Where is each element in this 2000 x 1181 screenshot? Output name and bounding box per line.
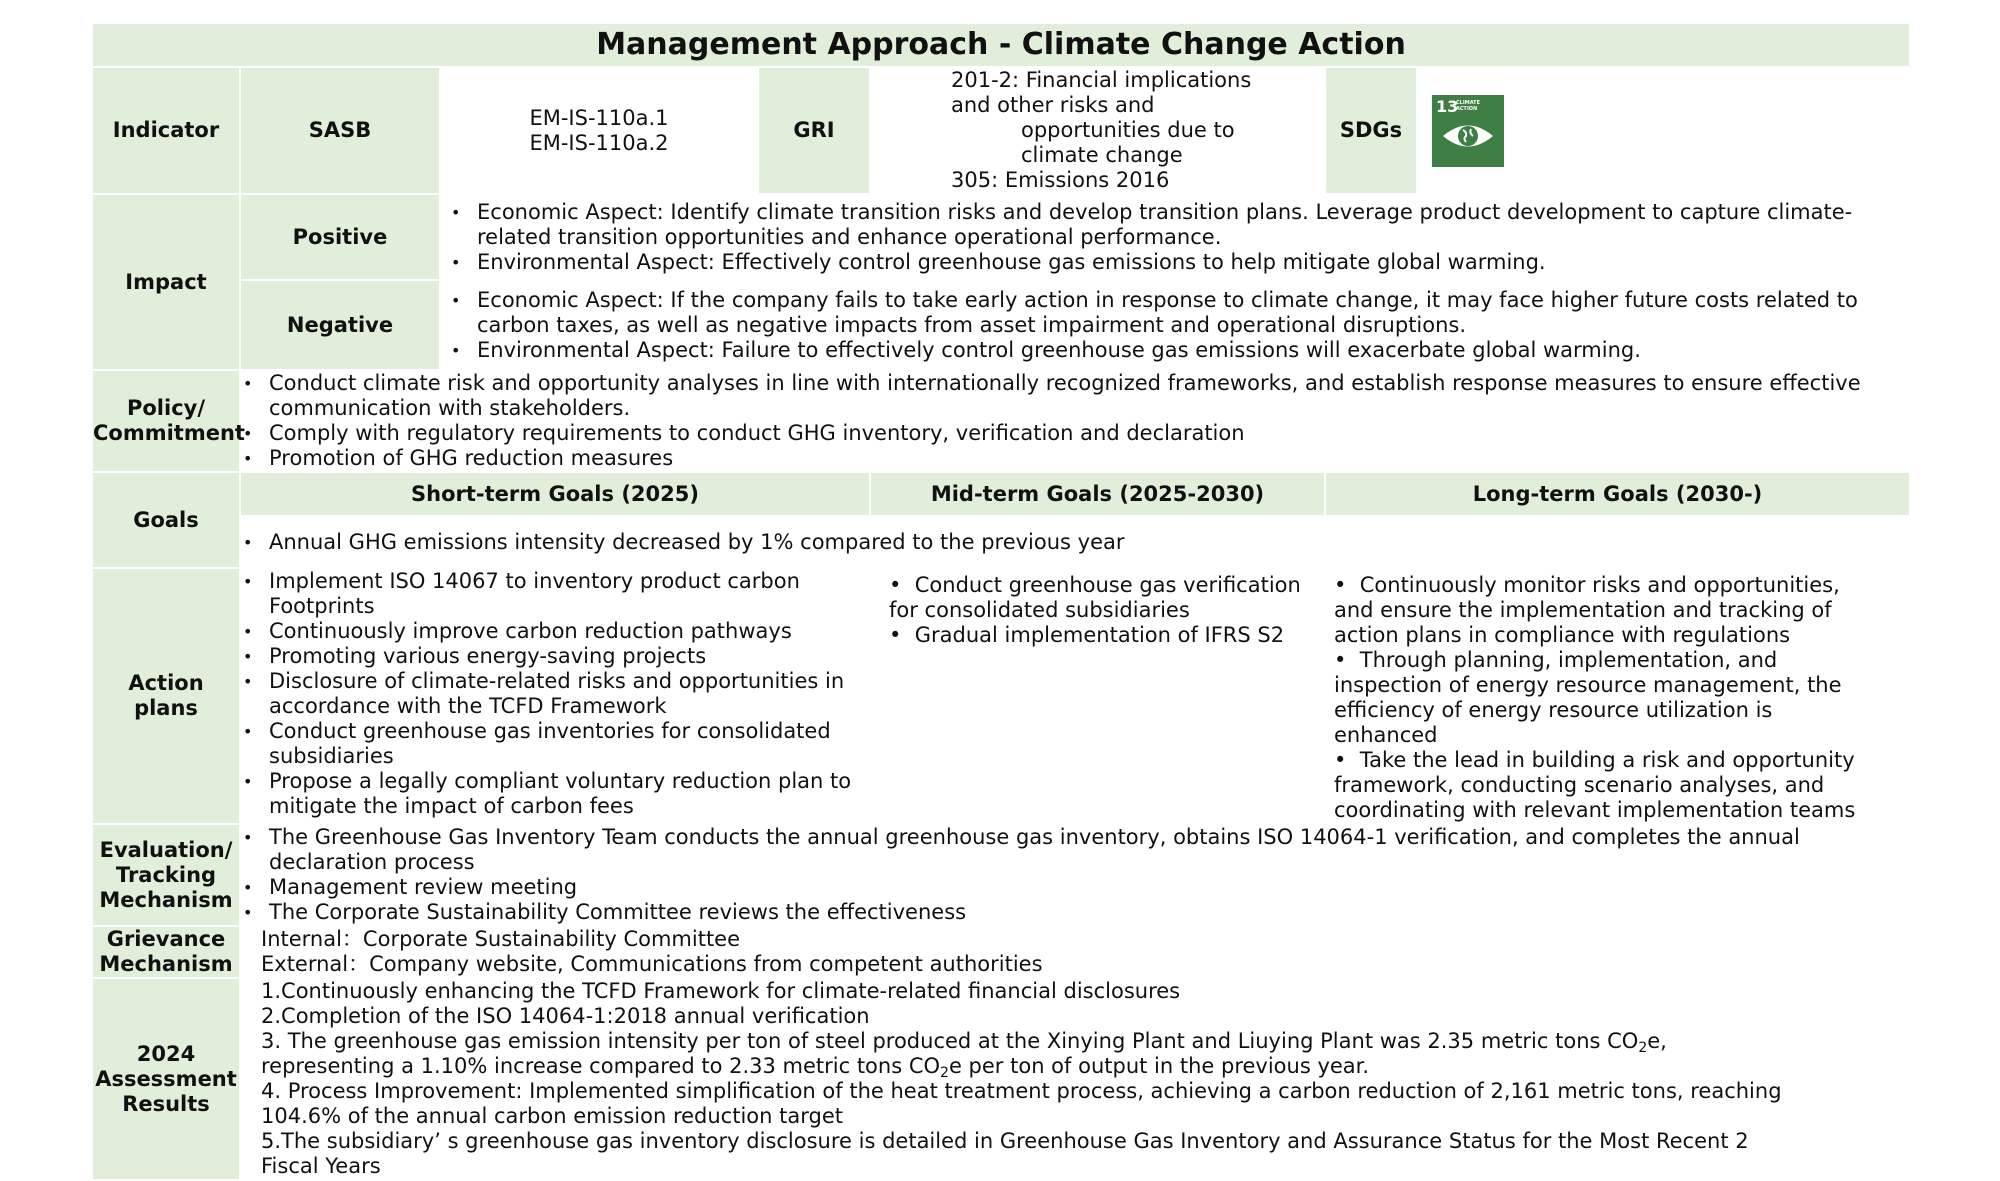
evaluation-label: Evaluation/ Tracking Mechanism xyxy=(92,824,240,926)
sdg-cell xyxy=(1417,67,1910,194)
sdg-13-climate-action-icon xyxy=(1432,95,1504,167)
short-term-goals-header: Short-term Goals (2025) xyxy=(240,472,870,516)
list-item: • Disclosure of climate-related risks and opportunities in accordance with the TCFD Framework xyxy=(241,669,869,719)
list-item: • Comply with regulatory requirements to conduct GHG inventory, verification and declaration xyxy=(241,421,1909,446)
sasb-value: EM-IS-110a.1 xyxy=(529,105,669,130)
page-title: Management Approach - Climate Change Action xyxy=(92,23,1910,67)
action-plans-short xyxy=(240,568,870,824)
sdg-number: 13 xyxy=(1436,96,1459,116)
impact-label: Impact xyxy=(92,194,240,370)
results-content xyxy=(240,978,1910,1180)
grievance-internal: Internal：Corporate Sustainability Committee xyxy=(261,927,741,951)
results-label: 2024 Assessment Results xyxy=(92,978,240,1180)
action-plans-long xyxy=(1325,568,1910,824)
list-item: • Annual GHG emissions intensity decreased by 1% compared to the previous year xyxy=(241,530,1909,555)
list-item: • Economic Aspect: Identify climate transition risks and develop transition plans. Leverage product development to capture climate-related transition opportunities and enhance operational performance. xyxy=(449,200,1905,250)
sdgs-label: SDGs xyxy=(1325,67,1417,194)
negative-label: Negative xyxy=(240,280,440,370)
management-approach-table xyxy=(91,22,1909,1181)
indicator-label: Indicator xyxy=(92,67,240,194)
list-item: • Promotion of GHG reduction measures xyxy=(241,446,1909,471)
result-item: 2.Completion of the ISO 14064-1:2018 annual verification xyxy=(261,1004,870,1028)
result-item: 1.Continuously enhancing the TCFD Framework for climate-related financial disclosures xyxy=(261,979,1181,1003)
eye-globe-icon xyxy=(1441,119,1495,153)
grievance-external: External：Company website, Communications from competent authorities xyxy=(261,952,1043,976)
list-item: • Implement ISO 14067 to inventory product carbon Footprints xyxy=(241,569,869,619)
gri-label: GRI xyxy=(758,67,870,194)
list-item: • Conduct greenhouse gas verification for consolidated subsidiaries xyxy=(879,573,1316,623)
list-item: • Take the lead in building a risk and opportunity framework, conducting scenario analyses, and coordinating with relevant implementation teams xyxy=(1334,748,1869,823)
grievance-label: Grievance Mechanism xyxy=(92,926,240,978)
list-item: • Environmental Aspect: Failure to effectively control greenhouse gas emissions will exacerbate global warming. xyxy=(449,338,1905,363)
sdg-text: CLIMATE ACTION xyxy=(1456,99,1480,112)
list-item: • Continuously monitor risks and opportunities, and ensure the implementation and tracking of action plans in compliance with regulations xyxy=(1334,573,1869,648)
list-item: • The Corporate Sustainability Committee reviews the effectiveness xyxy=(241,900,1909,925)
action-plans-mid xyxy=(870,568,1325,824)
result-item: 4. Process Improvement: Implemented simplification of the heat treatment process, achieving a carbon reduction of 2,161 metric tons, reaching 104.6% of the annual carbon emission reduction target xyxy=(261,1079,1782,1128)
gri-values xyxy=(870,67,1325,194)
gri-line: 305: Emissions 2016 xyxy=(951,168,1170,192)
mid-term-goals-header: Mid-term Goals (2025-2030) xyxy=(870,472,1325,516)
policy-commitment xyxy=(240,370,1910,472)
goals-content xyxy=(240,516,1910,568)
sasb-value: EM-IS-110a.2 xyxy=(529,130,669,155)
list-item: • Conduct climate risk and opportunity analyses in line with internationally recognized frameworks, and establish response measures to ensure effective communication with stakeholders. xyxy=(241,371,1909,421)
positive-label: Positive xyxy=(240,194,440,280)
sasb-values xyxy=(440,67,758,194)
list-item: • The Greenhouse Gas Inventory Team conducts the annual greenhouse gas inventory, obtains ISO 14064-1 verification, and completes the annual declaration process xyxy=(241,825,1909,875)
result-item: 3. The greenhouse gas emission intensity per ton of steel produced at the Xinying Plant and Liuying Plant was 2.35 metric tons $CO_2e$, representing a 1.10% increase compared to 2.33 metric tons $CO_2e$ per ton of output in the previous year. xyxy=(261,1029,1667,1081)
gri-line: 201-2: Financial implications and other risks and xyxy=(951,68,1252,117)
long-term-goals-header: Long-term Goals (2030-) xyxy=(1325,472,1910,516)
list-item: • Propose a legally compliant voluntary reduction plan to mitigate the impact of carbon fees xyxy=(241,769,869,819)
result-item: 5.The subsidiary’ s greenhouse gas inventory disclosure is detailed in Greenhouse Gas Inventory and Assurance Status for the Most Recent 2 Fiscal Years xyxy=(261,1129,1749,1178)
negative-impact xyxy=(440,280,1910,370)
list-item: • Continuously improve carbon reduction pathways xyxy=(241,619,869,644)
list-item: • Gradual implementation of IFRS S2 xyxy=(879,623,1316,648)
list-item: • Through planning, implementation, and inspection of energy resource management, the efficiency of energy resource utilization is enhanced xyxy=(1334,648,1869,748)
action-plans-label: Action plans xyxy=(92,568,240,824)
grievance-content xyxy=(240,926,1910,978)
positive-impact xyxy=(440,194,1910,280)
gri-line: opportunities due to climate change xyxy=(1021,118,1235,167)
list-item: • Conduct greenhouse gas inventories for consolidated subsidiaries xyxy=(241,719,869,769)
list-item: • Promoting various energy-saving projects xyxy=(241,644,869,669)
list-item: • Environmental Aspect: Effectively control greenhouse gas emissions to help mitigate global warming. xyxy=(449,250,1905,275)
goals-label: Goals xyxy=(92,472,240,568)
list-item: • Management review meeting xyxy=(241,875,1909,900)
sasb-label: SASB xyxy=(240,67,440,194)
list-item: • Economic Aspect: If the company fails to take early action in response to climate change, it may face higher future costs related to carbon taxes, as well as negative impacts from asset impairment and operational disruptions. xyxy=(449,288,1905,338)
policy-label: Policy/ Commitment xyxy=(92,370,240,472)
evaluation-content xyxy=(240,824,1910,926)
